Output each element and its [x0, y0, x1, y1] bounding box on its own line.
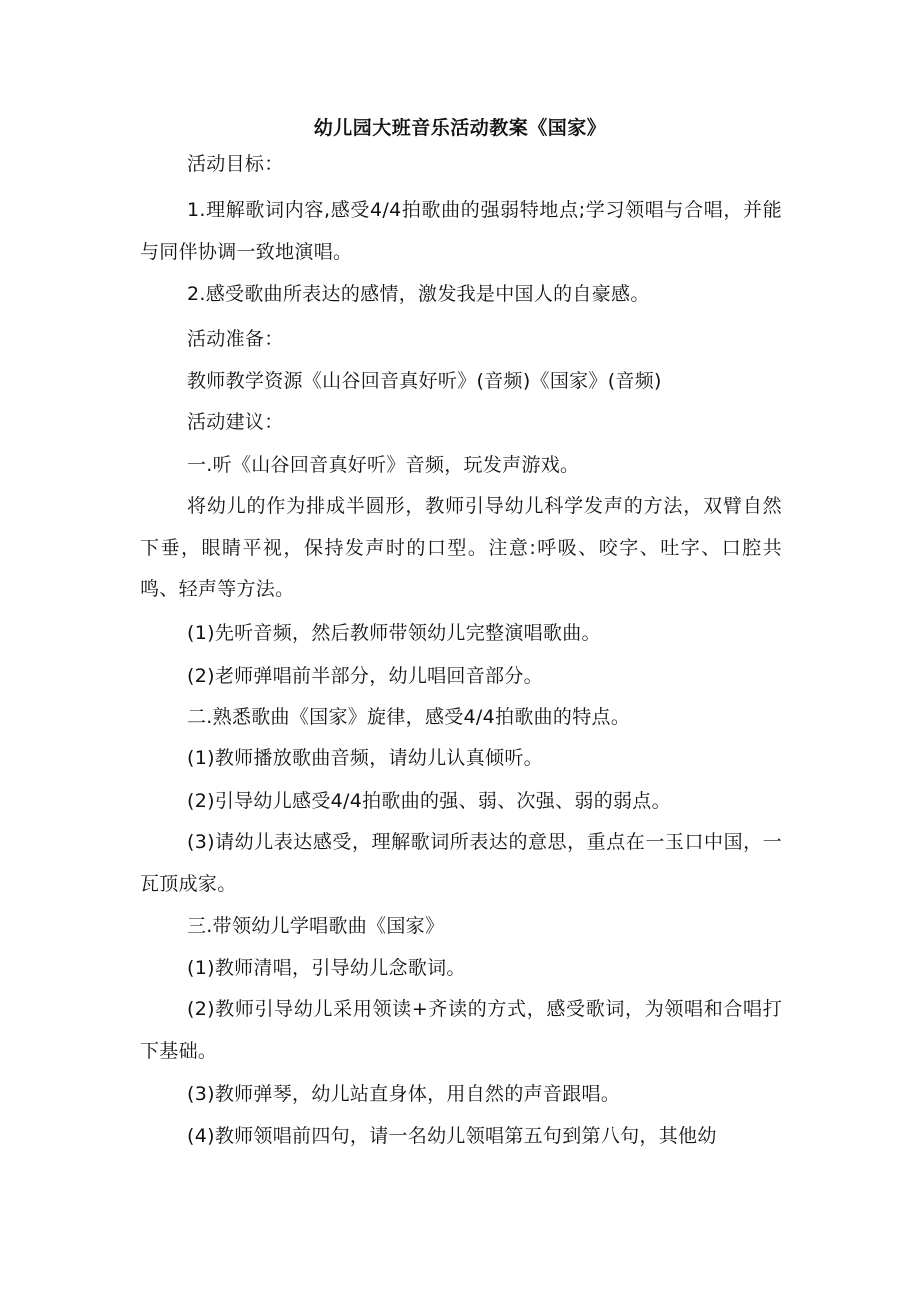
- paragraph-section-1-body: 将幼儿的作为排成半圆形，教师引导幼儿科学发声的方法，双臂自然下垂，眼睛平视，保持发声时的口型。注意:呼吸、咬字、吐字、口腔共鸣、轻声等方法。: [140, 495, 782, 600]
- paragraph-section-3: 三.带领幼儿学唱歌曲《国家》: [187, 915, 445, 937]
- paragraph-goals-heading: 活动目标：: [187, 153, 284, 175]
- paragraph-section-2-step-1: (1)教师播放歌曲音频，请幼儿认真倾听。: [187, 747, 543, 769]
- paragraph-section-3-step-1: (1)教师清唱，引导幼儿念歌词。: [187, 957, 466, 979]
- paragraph-section-3-step-4: (4)教师领唱前四句，请一名幼儿领唱第五句到第八句，其他幼: [187, 1125, 717, 1147]
- paragraph-section-3-step-2: (2)教师引导幼儿采用领读+齐读的方式，感受歌词，为领唱和合唱打下基础。: [140, 998, 782, 1062]
- paragraph-section-2: 二.熟悉歌曲《国家》旋律，感受4/4拍歌曲的特点。: [187, 706, 631, 728]
- paragraph-section-1: 一.听《山谷回音真好听》音频，玩发声游戏。: [187, 454, 580, 476]
- paragraph-prep-resources: 教师教学资源《山谷回音真好听》(音频)《国家》(音频): [187, 370, 662, 392]
- paragraph-goal-1: 1.理解歌词内容,感受4/4拍歌曲的强弱特地点;学习领唱与合唱，并能与同伴协调一致地演唱。: [140, 199, 782, 263]
- paragraph-section-3-step-3: (3)教师弹琴，幼儿站直身体，用自然的声音跟唱。: [187, 1083, 621, 1105]
- paragraph-goal-2: 2.感受歌曲所表达的感情，激发我是中国人的自豪感。: [187, 283, 650, 305]
- paragraph-section-2-step-2: (2)引导幼儿感受4/4拍歌曲的强、弱、次强、弱的弱点。: [187, 790, 671, 812]
- paragraph-section-2-step-3: (3)请幼儿表达感受，理解歌词所表达的意思，重点在一玉口中国，一瓦顶成家。: [140, 831, 782, 895]
- paragraph-prep-heading: 活动准备：: [187, 328, 284, 350]
- paragraph-section-1-step-1: (1)先听音频，然后教师带领幼儿完整演唱歌曲。: [187, 622, 601, 644]
- paragraph-section-1-step-2: (2)老师弹唱前半部分，幼儿唱回音部分。: [187, 665, 543, 687]
- paragraph-suggestions-heading: 活动建议：: [187, 411, 284, 433]
- document-title: 幼儿园大班音乐活动教案《国家》: [313, 117, 607, 139]
